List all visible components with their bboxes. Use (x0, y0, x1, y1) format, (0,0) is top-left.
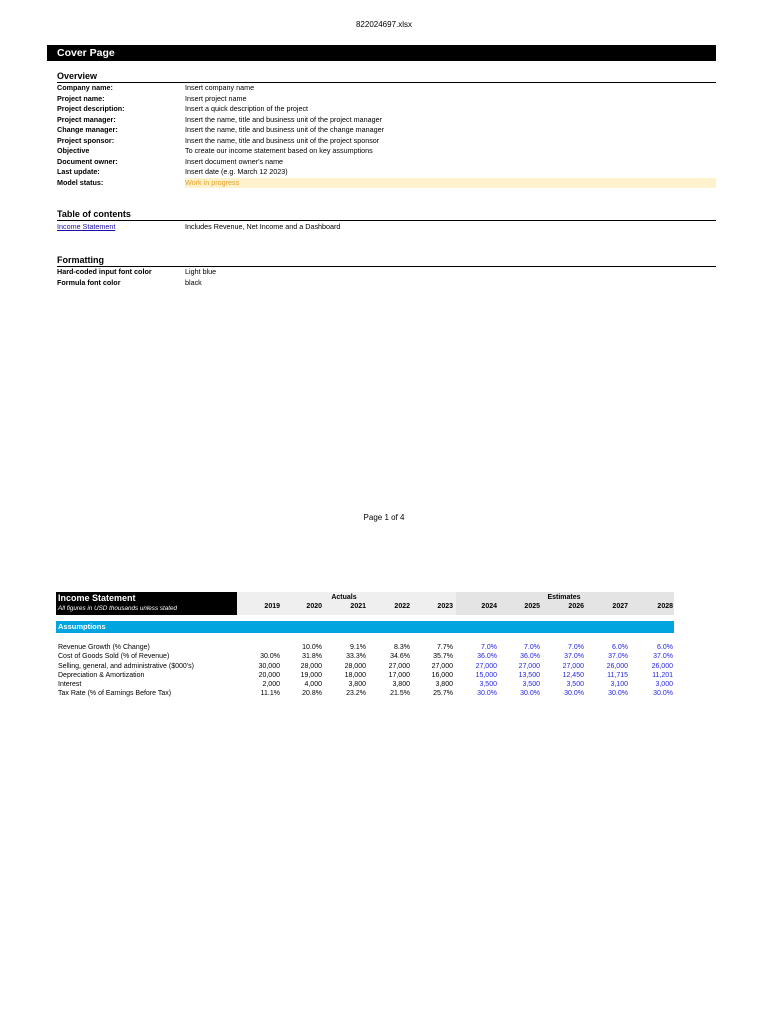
row-label: Tax Rate (% of Earnings Before Tax) (58, 690, 172, 698)
table-row (56, 652, 674, 661)
table-cell[interactable]: 13,500 (518, 671, 540, 679)
table-row (56, 662, 674, 671)
formatting-row-value: black (185, 277, 202, 287)
year-header: 2025 (524, 603, 540, 610)
table-cell[interactable]: 25.7% (433, 690, 453, 698)
table-cell[interactable]: 11,201 (652, 671, 673, 679)
table-cell[interactable]: 28,000 (300, 662, 322, 670)
row-label: Cost of Goods Sold (% of Revenue) (58, 653, 170, 661)
overview-row-label: Change manager: (57, 125, 118, 134)
overview-title: Overview (57, 71, 716, 83)
year-header: 2027 (612, 603, 628, 610)
table-cell[interactable]: 27,000 (388, 662, 410, 670)
overview-row-value: Insert date (e.g. March 12 2023) (185, 167, 288, 176)
overview-row-label: Company name: (57, 83, 113, 92)
table-cell[interactable]: 36.0% (477, 653, 497, 661)
formatting-list (57, 267, 716, 288)
overview-row-label: Project name: (57, 93, 105, 103)
table-cell[interactable]: 37.0% (564, 653, 584, 661)
table-cell[interactable]: 30.0% (477, 690, 497, 698)
table-cell[interactable]: 27,000 (562, 662, 584, 670)
table-cell[interactable]: 9.1% (350, 644, 366, 651)
table-cell[interactable]: 30.0% (653, 690, 673, 698)
overview-section (57, 71, 716, 188)
income-statement-subtitle: All figures in USD thousands unless stated (58, 605, 178, 612)
cover-page-title: Cover Page (47, 45, 716, 61)
table-cell[interactable]: 21.5% (390, 690, 410, 698)
row-label: Interest (58, 681, 82, 689)
overview-row-label: Project sponsor: (57, 135, 115, 145)
overview-list (57, 83, 716, 188)
overview-row (57, 157, 716, 168)
overview-row-label: Project description: (57, 104, 125, 113)
table-cell[interactable]: 7.0% (568, 644, 584, 651)
table-cell[interactable]: 3,100 (610, 681, 628, 689)
year-header: 2026 (568, 603, 584, 610)
table-cell[interactable]: 35.7% (433, 653, 453, 661)
formatting-row (57, 267, 716, 278)
table-cell[interactable]: 15,000 (475, 671, 497, 679)
overview-row-label: Last update: (57, 167, 100, 176)
year-header: 2023 (437, 603, 453, 610)
formatting-row-value: Light blue (185, 267, 217, 276)
formatting-title: Formatting (57, 255, 716, 267)
table-cell[interactable]: 2,000 (262, 681, 280, 689)
toc-row (57, 222, 716, 233)
table-cell[interactable]: 3,500 (566, 681, 584, 689)
table-cell[interactable]: 34.6% (390, 653, 410, 661)
table-cell[interactable]: 7.7% (437, 644, 453, 651)
overview-row-value: Insert project name (185, 93, 247, 103)
table-cell[interactable]: 3,500 (522, 681, 540, 689)
table-cell[interactable]: 10.0% (302, 644, 322, 651)
table-cell[interactable]: 20.8% (302, 690, 322, 698)
overview-row-value: Work in progress (185, 178, 716, 189)
overview-row-value: Insert the name, title and business unit of the project manager (185, 114, 382, 124)
table-cell[interactable]: 3,800 (348, 681, 366, 689)
overview-row-value: Insert company name (185, 83, 255, 92)
formatting-row (57, 278, 716, 289)
overview-row (57, 125, 716, 136)
table-cell[interactable]: 12,450 (562, 671, 584, 679)
overview-row (57, 146, 716, 157)
table-cell[interactable]: 30.0% (520, 690, 540, 698)
table-cell[interactable]: 11,715 (607, 671, 628, 679)
table-cell[interactable]: 3,500 (479, 681, 497, 689)
year-header: 2028 (657, 603, 673, 610)
table-cell[interactable]: 20,000 (258, 671, 280, 679)
table-cell[interactable]: 37.0% (653, 653, 673, 661)
table-cell[interactable]: 6.0% (657, 644, 673, 651)
table-cell[interactable]: 3,800 (392, 681, 410, 689)
overview-row (57, 83, 716, 94)
row-label: Selling, general, and administrative ($000's) (58, 662, 194, 670)
year-header: 2019 (264, 603, 280, 610)
income-statement-header (56, 592, 674, 615)
table-cell[interactable]: 31.8% (302, 653, 322, 661)
table-cell[interactable]: 8.3% (394, 644, 410, 651)
file-name: 822024697.xlsx (355, 20, 413, 29)
table-cell[interactable]: 36.0% (520, 653, 540, 661)
overview-row-value: Insert the name, title and business unit of the project sponsor (185, 135, 380, 145)
toc-section (57, 209, 716, 233)
overview-row-value: Insert document owner's name (185, 156, 284, 166)
table-cell[interactable]: 30.0% (260, 653, 280, 661)
toc-description: Includes Revenue, Net Income and a Dashboard (185, 222, 341, 231)
overview-row (57, 115, 716, 126)
formatting-row-label: Hard-coded input font color (57, 267, 152, 276)
table-cell[interactable]: 28,000 (344, 662, 366, 670)
overview-row-value: Insert the name, title and business unit of the change manager (185, 125, 384, 134)
overview-row (57, 178, 716, 189)
table-cell[interactable]: 30,000 (258, 662, 280, 670)
table-row (56, 680, 674, 689)
table-cell[interactable]: 37.0% (608, 653, 628, 661)
overview-row (57, 167, 716, 178)
overview-row-label: Document owner: (57, 156, 118, 166)
table-cell[interactable]: 26,000 (651, 662, 673, 670)
table-cell[interactable]: 18,000 (344, 671, 366, 679)
formatting-section (57, 255, 716, 288)
actuals-label: Actuals (331, 594, 357, 601)
year-header: 2021 (350, 603, 366, 610)
table-cell[interactable]: 27,000 (431, 662, 453, 670)
table-row (56, 671, 674, 680)
page-number: Page 1 of 4 (363, 513, 405, 522)
table-cell[interactable]: 23.2% (346, 690, 366, 698)
table-cell[interactable]: 7.0% (524, 644, 540, 651)
income-statement (56, 592, 674, 699)
overview-row-label: Model status: (57, 177, 104, 187)
toc-title: Table of contents (57, 209, 716, 221)
overview-row-value: To create our income statement based on key assumptions (185, 146, 373, 155)
table-cell[interactable]: 33.3% (346, 653, 366, 661)
table-cell[interactable]: 26,000 (606, 662, 628, 670)
row-label: Depreciation & Amortization (58, 671, 145, 679)
formatting-row-label: Formula font color (57, 277, 121, 287)
overview-row (57, 136, 716, 147)
table-cell[interactable]: 27,000 (518, 662, 540, 670)
income-statement-title: Income Statement (58, 593, 136, 603)
table-cell[interactable]: 27,000 (475, 662, 497, 670)
table-row (56, 689, 674, 698)
assumptions-bar: Assumptions (56, 621, 674, 633)
income-statement-title-box (56, 592, 237, 615)
table-cell[interactable]: 19,000 (300, 671, 322, 679)
table-cell[interactable]: 7.0% (481, 644, 497, 651)
table-cell[interactable]: 16,000 (431, 671, 453, 679)
overview-row-label: Project manager: (57, 114, 116, 124)
year-header: 2024 (481, 603, 497, 610)
assumptions-table (56, 643, 674, 699)
overview-row-value: Insert a quick description of the project (185, 104, 309, 113)
estimates-label: Estimates (547, 594, 581, 601)
table-cell[interactable]: 30.0% (564, 690, 584, 698)
table-cell[interactable]: 3,000 (655, 681, 673, 689)
overview-row (57, 94, 716, 105)
income-statement-link[interactable]: Income Statement (57, 222, 116, 231)
table-cell[interactable]: 4,000 (304, 681, 322, 689)
table-row (56, 643, 674, 652)
overview-row-label: Objective (57, 146, 90, 155)
year-header: 2020 (306, 603, 322, 610)
table-cell[interactable]: 6.0% (612, 644, 628, 651)
overview-row (57, 104, 716, 115)
table-cell[interactable]: 17,000 (388, 671, 410, 679)
year-header: 2022 (394, 603, 410, 610)
table-cell[interactable]: 11.1% (260, 690, 280, 698)
table-cell[interactable]: 3,800 (435, 681, 453, 689)
table-cell[interactable]: 30.0% (608, 690, 628, 698)
row-label: Revenue Growth (% Change) (58, 644, 150, 651)
